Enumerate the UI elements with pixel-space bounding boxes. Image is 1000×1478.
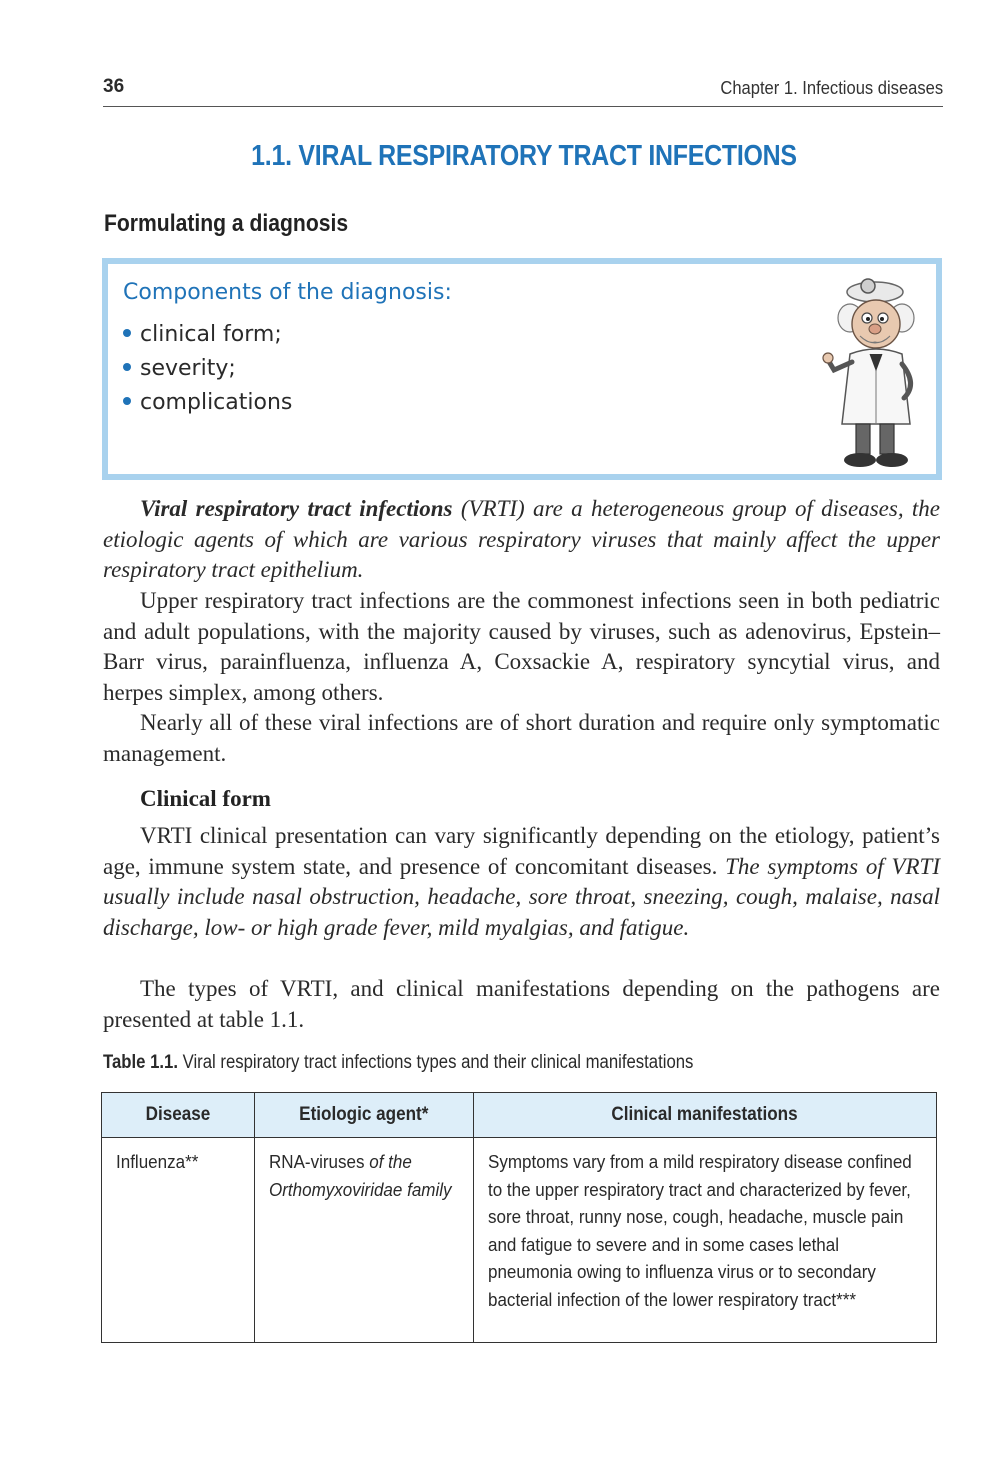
column-header: Disease xyxy=(102,1093,255,1138)
disease-cell: Influenza** xyxy=(102,1138,255,1343)
bullet-icon xyxy=(123,397,131,405)
table-header-row xyxy=(102,1093,937,1138)
body-paragraph: VRTI clinical presentation can vary significantly depending on the etiology, patient’s age, immune system state, and presence of concomitant diseases. The symptoms of VRTI usually include nasal obstruction, headache, sore throat, sneezing, cough, malaise, nasal discharge, low- or high grade fever, mild myalgias, and fatigue. xyxy=(103,823,941,940)
table-row xyxy=(102,1138,937,1343)
box-heading: Components of the diagnosis: xyxy=(123,280,452,305)
definition-text: (VRTI) are a heterogeneous group of diseases, the etiologic agents of which are various respiratory viruses that mainly affect the upper respiratory tract epithelium. xyxy=(103,496,940,582)
body-paragraph: The types of VRTI, and clinical manifestations depending on the pathogens are presented at table 1.1. xyxy=(103,976,940,1032)
symptoms-italic: The symptoms of VRTI usually include nasal obstruction, headache, sore throat, sneezing, cough, malaise, nasal discharge, low- or high grade fever, mild myalgias, and fatigue. xyxy=(103,853,941,940)
bullet-icon xyxy=(123,363,131,371)
agent-cell: RNA-viruses of the Orthomyxoviridae family xyxy=(254,1138,473,1343)
subsection-title: Formulating a diagnosis xyxy=(104,210,349,237)
section-title: 1.1. VIRAL RESPIRATORY TRACT INFECTIONS xyxy=(251,140,797,172)
page-number: 36 xyxy=(103,76,125,97)
column-header: Clinical manifestations xyxy=(473,1093,936,1138)
table-caption: Table 1.1. Viral respiratory tract infections types and their clinical manifestations xyxy=(103,1052,694,1073)
body-paragraph: Upper respiratory tract infections are the commonest infections seen in both pediatric and adult populations, with the majority caused by viruses, such as adenovirus, Epstein–Barr virus, parainfluenza, influenza A, Coxsackie A, respiratory syncytial virus, and herpes simplex, among others. xyxy=(103,588,940,705)
bullet-icon xyxy=(123,329,131,337)
list-item: clinical form; xyxy=(123,318,292,352)
definition-term: Viral respiratory tract infections xyxy=(140,496,453,521)
running-head xyxy=(103,76,943,107)
definition-paragraph xyxy=(103,494,940,586)
list-item: complications xyxy=(123,386,292,420)
infection-types-table xyxy=(101,1092,937,1343)
diagnosis-components-box xyxy=(102,258,942,480)
doctor-cartoon-icon xyxy=(820,274,930,472)
manifestations-cell: Symptoms vary from a mild respiratory disease confined to the upper respiratory tract and characterized by fever, sore throat, runny nose, cough, headache, muscle pain and fatigue to severe and in some cases lethal pneumonia owing to influenza virus or to secondary bacterial infection of the lower respiratory tract*** xyxy=(473,1138,936,1343)
column-header: Etiologic agent* xyxy=(254,1093,473,1138)
body-paragraph: Nearly all of these viral infections are of short duration and require only symptomatic management. xyxy=(103,710,940,766)
chapter-title: Chapter 1. Infectious diseases xyxy=(720,78,943,98)
clinical-form-heading: Clinical form xyxy=(140,786,271,811)
components-list xyxy=(123,318,292,420)
list-item: severity; xyxy=(123,352,292,386)
